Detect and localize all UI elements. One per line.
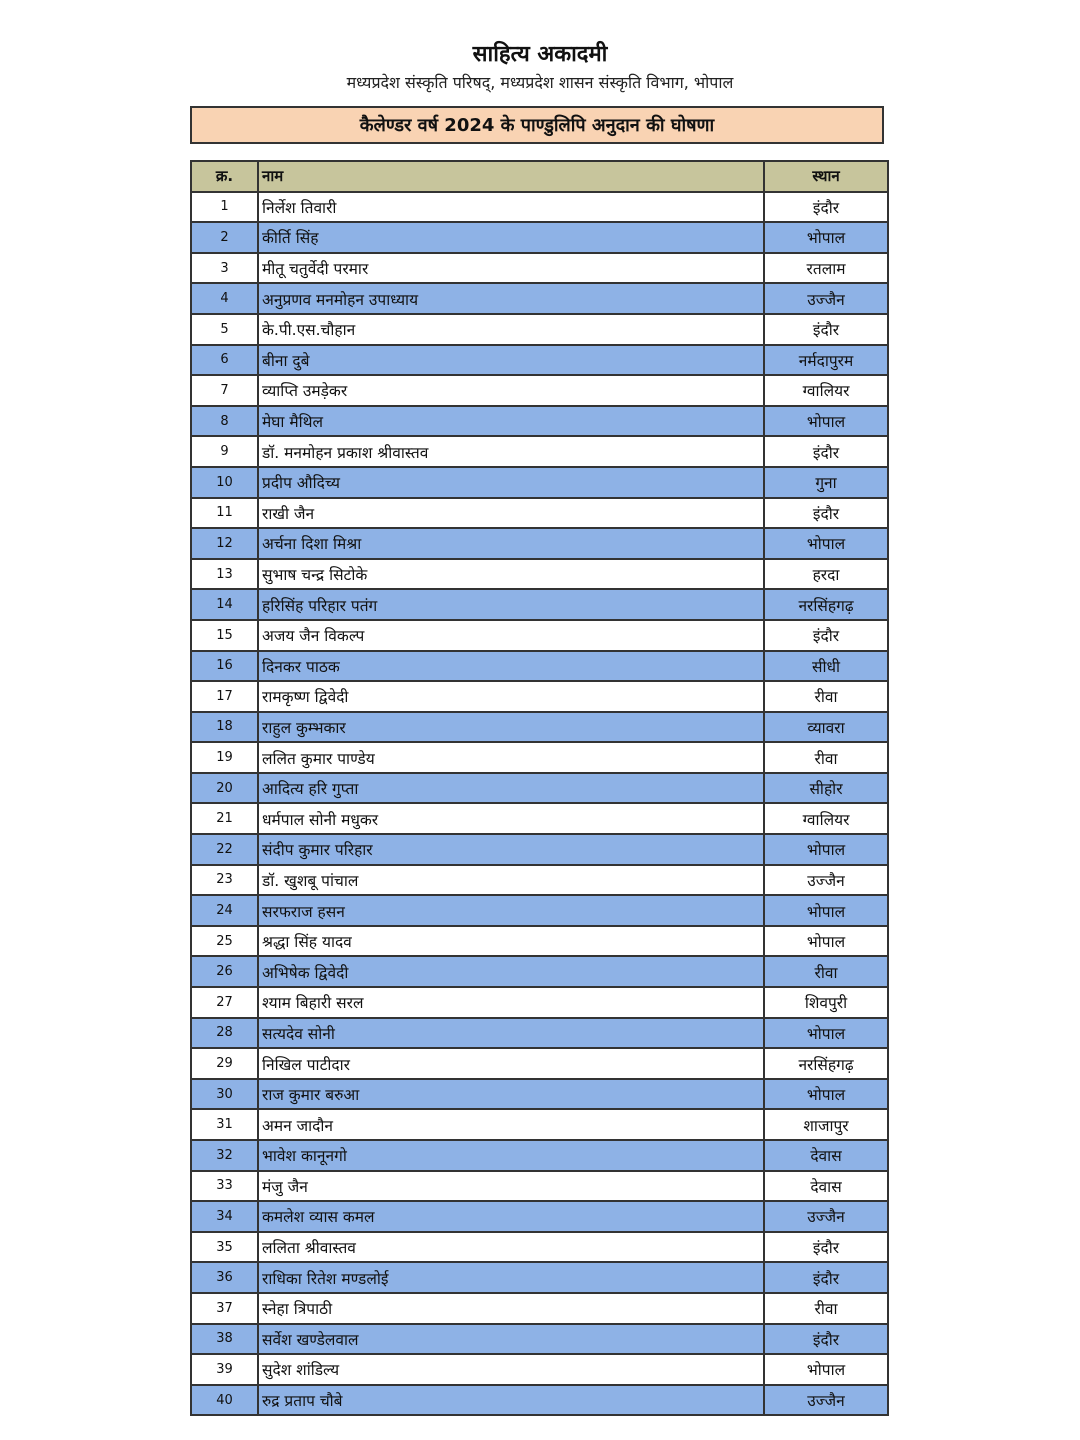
place-cell: हरदा xyxy=(764,559,888,590)
serial-cell: 22 xyxy=(191,834,258,865)
serial-cell: 8 xyxy=(191,406,258,437)
table-row xyxy=(191,314,888,345)
table-row xyxy=(191,406,888,437)
table-row xyxy=(191,1293,888,1324)
name-cell: अर्चना दिशा मिश्रा xyxy=(258,528,764,559)
name-cell: सरफराज हसन xyxy=(258,895,764,926)
table-row xyxy=(191,712,888,743)
place-cell: इंदौर xyxy=(764,1232,888,1263)
place-cell: इंदौर xyxy=(764,192,888,223)
serial-cell: 2 xyxy=(191,222,258,253)
table-row xyxy=(191,375,888,406)
name-cell: निर्लेश तिवारी xyxy=(258,192,764,223)
table-row xyxy=(191,283,888,314)
table-row xyxy=(191,1109,888,1140)
place-cell: भोपाल xyxy=(764,926,888,957)
name-cell: राखी जैन xyxy=(258,498,764,529)
name-cell: श्याम बिहारी सरल xyxy=(258,987,764,1018)
serial-cell: 12 xyxy=(191,528,258,559)
column-header-place: स्थान xyxy=(764,161,888,192)
serial-cell: 25 xyxy=(191,926,258,957)
name-cell: सुदेश शांडिल्य xyxy=(258,1354,764,1385)
place-cell: भोपाल xyxy=(764,1018,888,1049)
table-row xyxy=(191,1201,888,1232)
table-row xyxy=(191,651,888,682)
name-cell: प्रदीप औदिच्य xyxy=(258,467,764,498)
name-cell: संदीप कुमार परिहार xyxy=(258,834,764,865)
table-body xyxy=(191,192,888,1416)
name-cell: डॉ. खुशबू पांचाल xyxy=(258,865,764,896)
name-cell: दिनकर पाठक xyxy=(258,651,764,682)
name-cell: निखिल पाटीदार xyxy=(258,1048,764,1079)
serial-cell: 13 xyxy=(191,559,258,590)
place-cell: रीवा xyxy=(764,742,888,773)
name-cell: सर्वेश खण्डेलवाल xyxy=(258,1324,764,1355)
place-cell: रीवा xyxy=(764,1293,888,1324)
place-cell: रतलाम xyxy=(764,253,888,284)
org-subtitle: मध्यप्रदेश संस्कृति परिषद्, मध्यप्रदेश शासन संस्कृति विभाग, भोपाल xyxy=(346,73,734,92)
name-cell: ललिता श्रीवास्तव xyxy=(258,1232,764,1263)
table-row xyxy=(191,681,888,712)
serial-cell: 16 xyxy=(191,651,258,682)
name-cell: राहुल कुम्भकार xyxy=(258,712,764,743)
serial-cell: 4 xyxy=(191,283,258,314)
name-cell: राज कुमार बरुआ xyxy=(258,1079,764,1110)
table-row xyxy=(191,436,888,467)
org-title: साहित्य अकादमी xyxy=(472,42,608,67)
name-cell: डॉ. मनमोहन प्रकाश श्रीवास्तव xyxy=(258,436,764,467)
table-row xyxy=(191,895,888,926)
column-header-serial: क्र. xyxy=(191,161,258,192)
name-cell: बीना दुबे xyxy=(258,345,764,376)
name-cell: रुद्र प्रताप चौबे xyxy=(258,1385,764,1416)
place-cell: नरसिंहगढ़ xyxy=(764,589,888,620)
name-cell: हरिसिंह परिहार पतंग xyxy=(258,589,764,620)
place-cell: इंदौर xyxy=(764,1324,888,1355)
serial-cell: 27 xyxy=(191,987,258,1018)
name-cell: व्याप्ति उमड़ेकर xyxy=(258,375,764,406)
place-cell: उज्जैन xyxy=(764,1385,888,1416)
table-row xyxy=(191,803,888,834)
serial-cell: 38 xyxy=(191,1324,258,1355)
place-cell: ग्वालियर xyxy=(764,803,888,834)
name-cell: आदित्य हरि गुप्ता xyxy=(258,773,764,804)
name-cell: अभिषेक द्विवेदी xyxy=(258,956,764,987)
name-cell: अमन जादौन xyxy=(258,1109,764,1140)
serial-cell: 39 xyxy=(191,1354,258,1385)
serial-cell: 15 xyxy=(191,620,258,651)
place-cell: उज्जैन xyxy=(764,1201,888,1232)
serial-cell: 6 xyxy=(191,345,258,376)
serial-cell: 19 xyxy=(191,742,258,773)
name-cell: रामकृष्ण द्विवेदी xyxy=(258,681,764,712)
place-cell: शिवपुरी xyxy=(764,987,888,1018)
serial-cell: 18 xyxy=(191,712,258,743)
serial-cell: 31 xyxy=(191,1109,258,1140)
table-row xyxy=(191,222,888,253)
place-cell: नरसिंहगढ़ xyxy=(764,1048,888,1079)
serial-cell: 24 xyxy=(191,895,258,926)
place-cell: व्यावरा xyxy=(764,712,888,743)
table-row xyxy=(191,559,888,590)
table-row xyxy=(191,1354,888,1385)
place-cell: भोपाल xyxy=(764,222,888,253)
table-row xyxy=(191,926,888,957)
name-cell: मेघा मैथिल xyxy=(258,406,764,437)
serial-cell: 10 xyxy=(191,467,258,498)
serial-cell: 33 xyxy=(191,1171,258,1202)
serial-cell: 9 xyxy=(191,436,258,467)
name-cell: अनुप्रणव मनमोहन उपाध्याय xyxy=(258,283,764,314)
table-row xyxy=(191,1385,888,1416)
name-cell: धर्मपाल सोनी मधुकर xyxy=(258,803,764,834)
serial-cell: 7 xyxy=(191,375,258,406)
serial-cell: 1 xyxy=(191,192,258,223)
serial-cell: 23 xyxy=(191,865,258,896)
place-cell: भोपाल xyxy=(764,528,888,559)
serial-cell: 14 xyxy=(191,589,258,620)
table-row xyxy=(191,345,888,376)
serial-cell: 32 xyxy=(191,1140,258,1171)
serial-cell: 40 xyxy=(191,1385,258,1416)
serial-cell: 36 xyxy=(191,1262,258,1293)
name-cell: स्नेहा त्रिपाठी xyxy=(258,1293,764,1324)
table-row xyxy=(191,834,888,865)
name-cell: के.पी.एस.चौहान xyxy=(258,314,764,345)
table-row xyxy=(191,865,888,896)
name-cell: कमलेश व्यास कमल xyxy=(258,1201,764,1232)
place-cell: भोपाल xyxy=(764,1354,888,1385)
name-cell: श्रद्धा सिंह यादव xyxy=(258,926,764,957)
table-row xyxy=(191,1324,888,1355)
table-row xyxy=(191,192,888,223)
table-row xyxy=(191,620,888,651)
table-row xyxy=(191,1140,888,1171)
serial-cell: 3 xyxy=(191,253,258,284)
table-row xyxy=(191,742,888,773)
table-row xyxy=(191,1262,888,1293)
name-cell: मंजु जैन xyxy=(258,1171,764,1202)
table-row xyxy=(191,498,888,529)
table-header-row xyxy=(191,161,888,192)
serial-cell: 21 xyxy=(191,803,258,834)
place-cell: रीवा xyxy=(764,681,888,712)
table-row xyxy=(191,589,888,620)
place-cell: भोपाल xyxy=(764,895,888,926)
place-cell: सीहोर xyxy=(764,773,888,804)
place-cell: देवास xyxy=(764,1140,888,1171)
table-row xyxy=(191,1171,888,1202)
table-row xyxy=(191,956,888,987)
place-cell: इंदौर xyxy=(764,498,888,529)
serial-cell: 34 xyxy=(191,1201,258,1232)
place-cell: भोपाल xyxy=(764,1079,888,1110)
serial-cell: 11 xyxy=(191,498,258,529)
place-cell: इंदौर xyxy=(764,436,888,467)
name-cell: सुभाष चन्द्र सिटोके xyxy=(258,559,764,590)
table-row xyxy=(191,987,888,1018)
place-cell: भोपाल xyxy=(764,406,888,437)
table-row xyxy=(191,467,888,498)
table-row xyxy=(191,1232,888,1263)
name-cell: अजय जैन विकल्प xyxy=(258,620,764,651)
place-cell: ग्वालियर xyxy=(764,375,888,406)
serial-cell: 29 xyxy=(191,1048,258,1079)
table-row xyxy=(191,528,888,559)
name-cell: सत्यदेव सोनी xyxy=(258,1018,764,1049)
place-cell: सीधी xyxy=(764,651,888,682)
serial-cell: 37 xyxy=(191,1293,258,1324)
place-cell: देवास xyxy=(764,1171,888,1202)
serial-cell: 26 xyxy=(191,956,258,987)
place-cell: नर्मदापुरम xyxy=(764,345,888,376)
place-cell: शाजापुर xyxy=(764,1109,888,1140)
serial-cell: 30 xyxy=(191,1079,258,1110)
name-cell: ललित कुमार पाण्डेय xyxy=(258,742,764,773)
table-row xyxy=(191,253,888,284)
place-cell: इंदौर xyxy=(764,314,888,345)
name-cell: कीर्ति सिंह xyxy=(258,222,764,253)
place-cell: भोपाल xyxy=(764,834,888,865)
name-cell: राधिका रितेश मण्डलोई xyxy=(258,1262,764,1293)
grant-table xyxy=(190,160,889,1416)
place-cell: उज्जैन xyxy=(764,283,888,314)
serial-cell: 20 xyxy=(191,773,258,804)
announcement-banner: कैलेण्डर वर्ष 2024 के पाण्डुलिपि अनुदान की घोषणा xyxy=(190,106,884,144)
column-header-name: नाम xyxy=(258,161,764,192)
serial-cell: 28 xyxy=(191,1018,258,1049)
place-cell: रीवा xyxy=(764,956,888,987)
place-cell: इंदौर xyxy=(764,1262,888,1293)
serial-cell: 35 xyxy=(191,1232,258,1263)
place-cell: उज्जैन xyxy=(764,865,888,896)
serial-cell: 17 xyxy=(191,681,258,712)
serial-cell: 5 xyxy=(191,314,258,345)
table-row xyxy=(191,773,888,804)
place-cell: गुना xyxy=(764,467,888,498)
table-row xyxy=(191,1048,888,1079)
name-cell: भावेश कानूनगो xyxy=(258,1140,764,1171)
table-row xyxy=(191,1018,888,1049)
place-cell: इंदौर xyxy=(764,620,888,651)
table-row xyxy=(191,1079,888,1110)
name-cell: मीतू चतुर्वेदी परमार xyxy=(258,253,764,284)
